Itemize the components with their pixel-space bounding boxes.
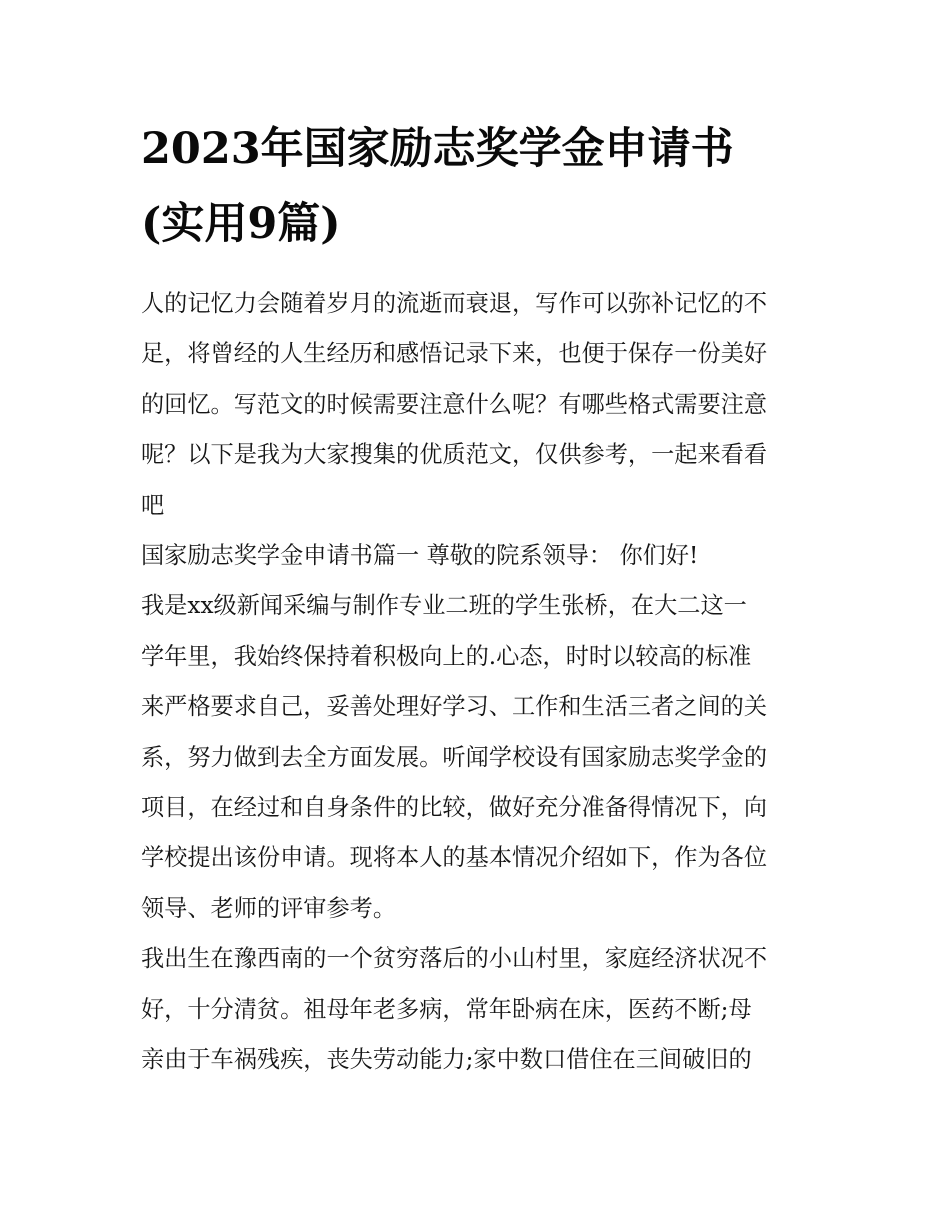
- text-line: 来严格要求自己，妥善处理好学习、工作和生活三者之间的关: [141, 693, 768, 721]
- text-line: 学年里，我始终保持着积极向上的.心态，时时以较高的标准: [141, 642, 752, 670]
- family-background-paragraph: [141, 934, 813, 1085]
- text-line: 呢？以下是我为大家搜集的优质范文，仅供参考，一起来看看: [141, 441, 768, 469]
- document-title: [141, 112, 813, 262]
- intro-paragraph: [141, 279, 813, 531]
- text-line: 好，十分清贫。祖母年老多病，常年卧病在床，医药不断;母: [141, 995, 752, 1023]
- text-line: 国家励志奖学金申请书篇一 尊敬的院系领导： 你们好!: [141, 542, 699, 570]
- text-line: 的回忆。写范文的时候需要注意什么呢？有哪些格式需要注意: [141, 390, 768, 418]
- document-page: [141, 112, 813, 1086]
- section-heading-paragraph: [141, 531, 813, 581]
- text-line: 人的记忆力会随着岁月的流逝而衰退，写作可以弥补记忆的不: [141, 290, 768, 317]
- document-body: [141, 279, 813, 1086]
- title-line-2: (实用9篇): [141, 199, 341, 249]
- title-line-1: 2023年国家励志奖学金申请书: [141, 124, 734, 174]
- text-line: 学校提出该份申请。现将本人的基本情况介绍如下，作为各位: [141, 844, 768, 872]
- text-line: 足，将曾经的人生经历和感悟记录下来，也便于保存一份美好: [141, 340, 768, 368]
- text-line: 亲由于车祸残疾，丧失劳动能力;家中数口借住在三间破旧的: [141, 1046, 752, 1074]
- text-line: 我出生在豫西南的一个贫穷落后的小山村里，家庭经济状况不: [141, 945, 768, 973]
- text-line: 我是xx级新闻采编与制作专业二班的学生张桥，在大二这一: [141, 592, 747, 620]
- self-introduction-paragraph: [141, 581, 813, 934]
- text-line: 吧: [141, 491, 165, 519]
- text-line: 项目，在经过和自身条件的比较，做好充分准备得情况下，向: [141, 794, 768, 822]
- text-line: 系，努力做到去全方面发展。听闻学校设有国家励志奖学金的: [141, 743, 768, 771]
- text-line: 领导、老师的评审参考。: [141, 894, 397, 922]
